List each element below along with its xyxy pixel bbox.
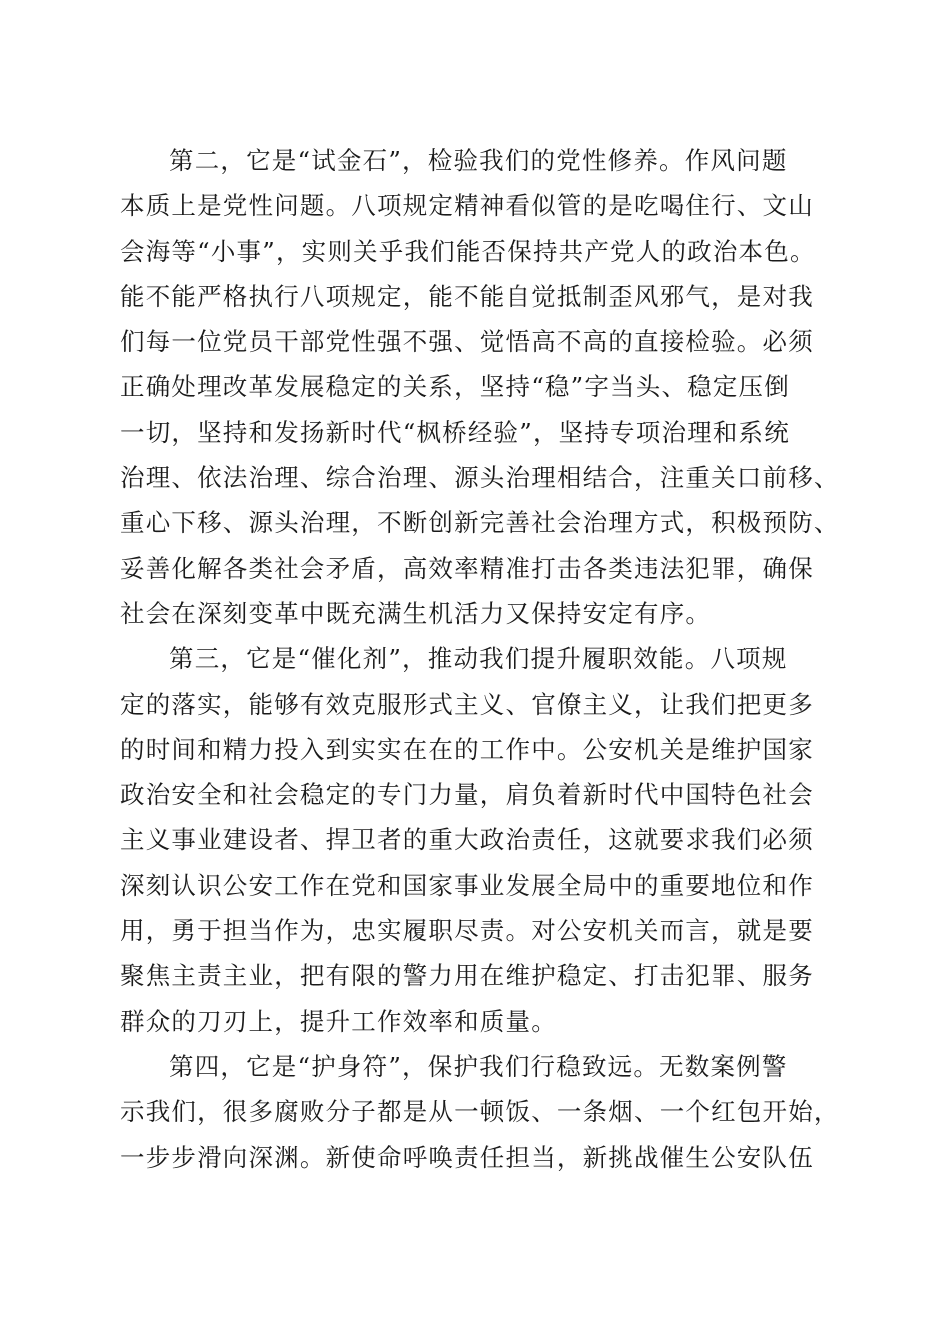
document-body	[120, 138, 840, 1180]
text-line: 治理、依法治理、综合治理、源头治理相结合，注重关口前移、	[120, 463, 840, 493]
text-line: 用，勇于担当作为，忠实履职尽责。对公安机关而言，就是要	[120, 916, 814, 946]
text-line: 一步步滑向深渊。新使命呼唤责任担当，新挑战催生公安队伍	[120, 1142, 814, 1172]
text-line: 们每一位党员干部党性强不强、觉悟高不高的直接检验。必须	[120, 327, 814, 357]
text-line: 第二，它是“试金石”，检验我们的党性修养。作风问题	[169, 146, 788, 175]
text-line: 聚焦主责主业，把有限的警力用在维护稳定、打击犯罪、服务	[120, 961, 814, 991]
text-line: 重心下移、源头治理，不断创新完善社会治理方式，积极预防、	[120, 508, 840, 538]
text-line: 社会在深刻变革中既充满生机活力又保持安定有序。	[120, 598, 712, 628]
text-line: 第三，它是“催化剂”，推动我们提升履职效能。八项规	[169, 644, 788, 674]
text-line: 正确处理改革发展稳定的关系，坚持“稳”字当头、稳定压倒	[120, 372, 790, 402]
text-line: 主义事业建设者、捍卫者的重大政治责任，这就要求我们必须	[120, 825, 814, 855]
text-line: 妥善化解各类社会矛盾，高效率精准打击各类违法犯罪，确保	[120, 553, 814, 583]
text-line: 第四，它是“护身符”，保护我们行稳致远。无数案例警	[169, 1051, 788, 1081]
text-line: 能不能严格执行八项规定，能不能自觉抵制歪风邪气，是对我	[120, 281, 814, 311]
text-line: 本质上是党性问题。八项规定精神看似管的是吃喝住行、文山	[120, 191, 814, 221]
text-line: 深刻认识公安工作在党和国家事业发展全局中的重要地位和作	[120, 870, 814, 900]
paragraph-second	[120, 138, 840, 636]
paragraph-fourth	[120, 1044, 840, 1180]
text-line: 群众的刀刃上，提升工作效率和质量。	[120, 1006, 557, 1036]
text-line: 会海等“小事”，实则关乎我们能否保持共产党人的政治本色。	[120, 236, 816, 266]
text-line: 政治安全和社会稳定的专门力量，肩负着新时代中国特色社会	[120, 780, 814, 810]
text-line: 一切，坚持和发扬新时代“枫桥经验”，坚持专项治理和系统	[120, 417, 790, 447]
text-line: 定的落实，能够有效克服形式主义、官僚主义，让我们把更多	[120, 689, 814, 719]
text-line: 的时间和精力投入到实实在在的工作中。公安机关是维护国家	[120, 734, 814, 764]
paragraph-third	[120, 636, 840, 1044]
text-line: 示我们，很多腐败分子都是从一顿饭、一条烟、一个红包开始，	[120, 1097, 840, 1127]
